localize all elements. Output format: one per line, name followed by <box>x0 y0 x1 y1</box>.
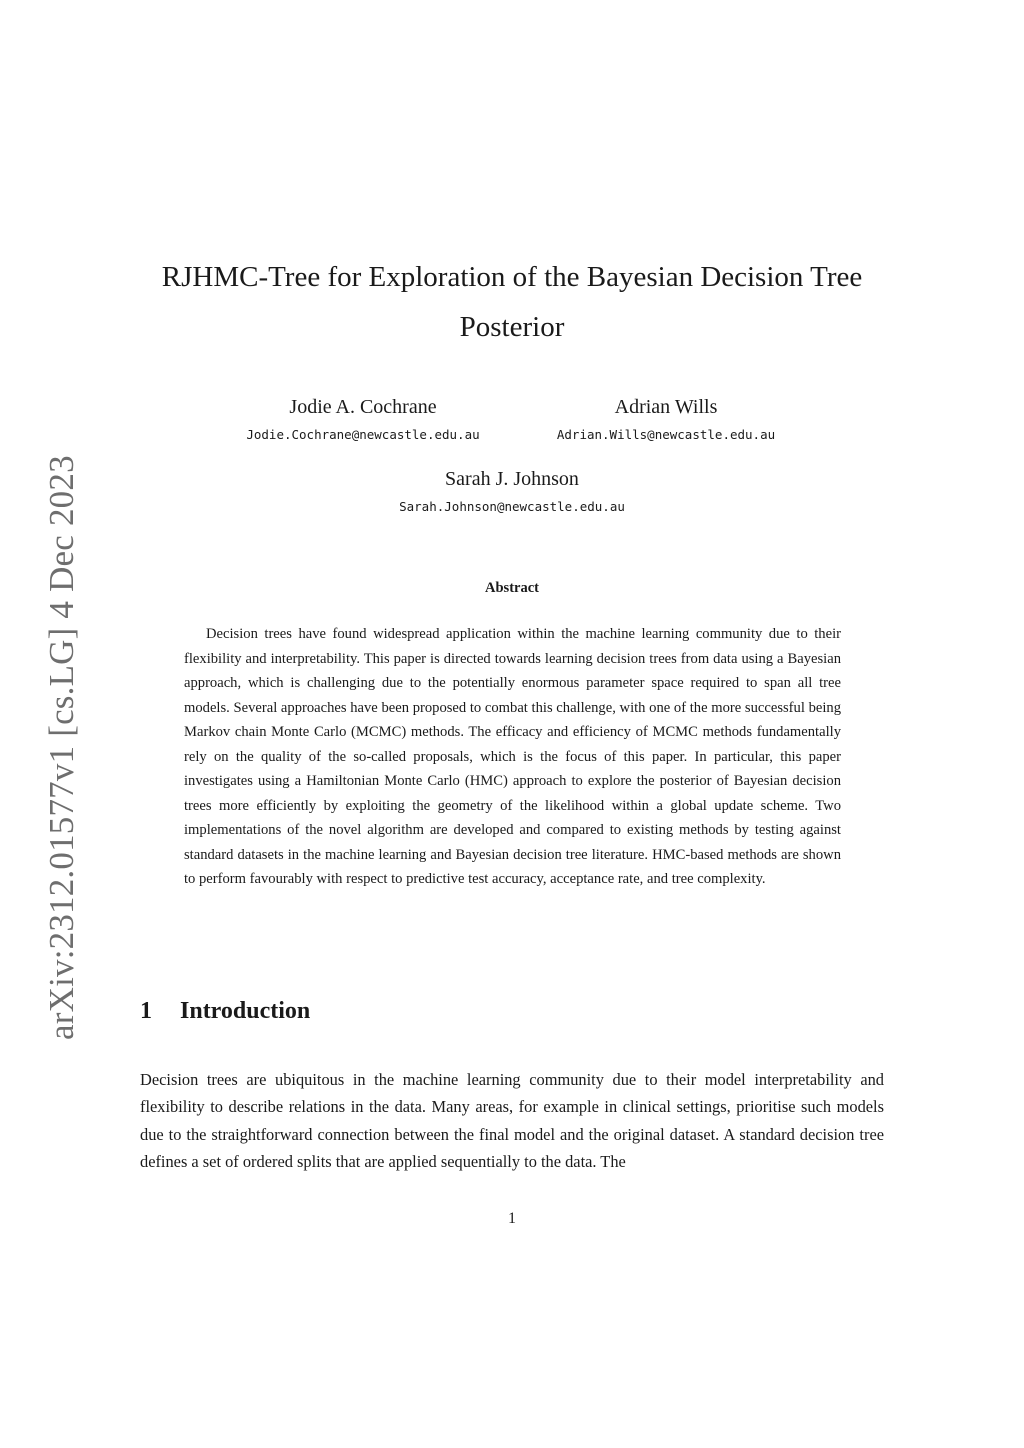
author-block-2 <box>536 395 796 443</box>
author-name: Jodie A. Cochrane <box>289 396 437 418</box>
introduction-paragraph: Decision trees are ubiquitous in the machine learning community due to their model interpretability and flexibility to describe relations in the data. Many areas, for example in clinical settings, prioritise such models due to the straightforward connection between the final model and the original dataset. A standard decision tree defines a set of ordered splits that are applied sequentially to the data. The <box>140 1070 884 1171</box>
arxiv-identifier-stamp: arXiv:2312.01577v1 [cs.LG] 4 Dec 2023 <box>42 455 81 1040</box>
author-name: Sarah J. Johnson <box>445 468 579 490</box>
author-email: Jodie.Cochrane@newcastle.edu.au <box>246 427 480 442</box>
section-heading-introduction <box>140 994 310 1028</box>
section-title: Introduction <box>180 998 311 1024</box>
author-block-3 <box>382 467 642 515</box>
page-number: 1 <box>508 1210 516 1227</box>
paper-title: RJHMC-Tree for Exploration of the Bayesian Decision Tree Posterior <box>161 261 863 343</box>
section-number: 1 <box>140 998 152 1024</box>
abstract-heading: Abstract <box>485 580 539 596</box>
author-email: Adrian.Wills@newcastle.edu.au <box>556 427 776 442</box>
author-block-1 <box>234 395 492 443</box>
author-name: Adrian Wills <box>614 396 718 418</box>
author-email: Sarah.Johnson@newcastle.edu.au <box>399 499 625 514</box>
abstract-text: Decision trees have found widespread application within the machine learning community due to their flexibility and interpretability. This paper is directed towards learning decision trees from data using a Bayesian approach, which is challenging due to the potentially enormous parameter space required to span all tree models. Several approaches have been proposed to combat this challenge, with one of the more successful being Markov chain Monte Carlo (MCMC) methods. The efficacy and efficiency of MCMC methods fundamentally rely on the quality of the so-called proposals, which is the focus of this paper. In particular, this paper investigates using a Hamiltonian Monte Carlo (HMC) approach to explore the posterior of Bayesian decision trees more efficiently by exploiting the geometry of the likelihood within a global update scheme. Two implementations of the novel algorithm are developed and compared to existing methods by testing against standard datasets in the machine learning and Bayesian decision tree literature. HMC-based methods are shown to perform favourably with respect to predictive test accuracy, acceptance rate, and tree complexity. <box>184 626 841 887</box>
